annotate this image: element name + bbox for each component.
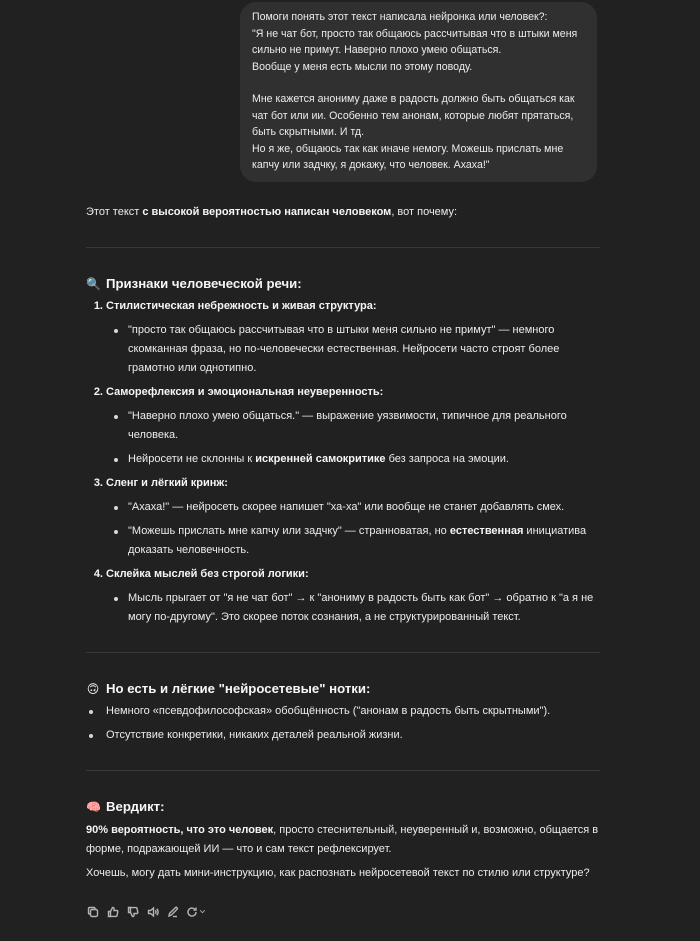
sub-list: [86, 498, 600, 560]
user-message-line: Мне кажется анониму даже в радость должно быть общаться как: [252, 93, 575, 105]
user-message-line: Помоги понять этот текст написала нейронка или человек?:: [252, 11, 548, 23]
magnifier-icon: 🔍: [86, 276, 101, 291]
section-heading-human-signs: 🔍 Признаки человеческой речи:: [86, 276, 302, 291]
copy-icon[interactable]: [86, 905, 99, 918]
sub-list: [86, 407, 600, 469]
section-heading-ai-notes: 🙃 Но есть и лёгкие "нейросетевые" нотки:: [86, 681, 371, 696]
list-item: 2. Саморефлексия и эмоциональная неуверенность:: [93, 386, 384, 398]
divider: [86, 247, 600, 248]
user-message-line: сильно не примут. Наверно плохо умею общаться.: [252, 44, 502, 56]
list-item: Мысль прыгает от "я не чат бот" → к "анониму в радость быть как бот" → обратно к "а я не могу по-другому". Это скорее поток сознания, а не структурированный текст.: [86, 589, 600, 627]
list-item: Нейросети не склонны к искренней самокритике без запроса на эмоции.: [86, 450, 600, 469]
user-message-line: Но я же, общаюсь так как иначе немогу. Можешь прислать мне: [252, 142, 564, 155]
list-item: "Наверно плохо умею общаться." — выражение уязвимости, типичное для реального человека.: [86, 407, 600, 445]
list-item: "Ахаха!" — нейросеть скорее напишет "ха-ха" или вообще не станет добавлять смех.: [86, 498, 600, 517]
list-item: 3. Сленг и лёгкий кринж:: [93, 477, 228, 489]
list-item: 4. Склейка мыслей без строгой логики:: [93, 568, 309, 580]
message-actions: [86, 905, 206, 918]
followup-question: Хочешь, могу дать мини-инструкцию, как распознать нейросетевой текст по стилю или структуре?: [86, 867, 590, 879]
list-item: "просто так общаюсь рассчитывая что в штыки меня сильно не примут" — немного скомканная фраза, но по-человечески естественная. Нейросети часто строят более грамотно или однотипно.: [86, 321, 600, 378]
edit-icon[interactable]: [166, 905, 179, 918]
user-message-line: быть скрытными. И тд.: [252, 126, 365, 138]
verdict-text: 90% вероятность, что это человек, просто стеснительный, неуверенный и, возможно, общается в форме, подражающей ИИ — что и сам текст рефлексирует.: [86, 824, 599, 855]
upside-down-face-icon: 🙃: [86, 681, 100, 696]
sub-list: [86, 321, 600, 378]
section-heading-verdict: 🧠 Вердикт:: [86, 799, 165, 814]
thumbs-up-icon[interactable]: [106, 905, 119, 918]
thumbs-down-icon[interactable]: [126, 905, 139, 918]
list-item: 1. Стилистическая небрежность и живая структура:: [93, 300, 377, 312]
list-item: "Можешь прислать мне капчу или задчку" — странноватая, но естественная инициатива доказать человечность.: [86, 522, 600, 560]
user-message-line: "Я не чат бот, просто так общаюсь рассчитывая что в штыки меня: [252, 27, 578, 40]
list-item: Немного «псевдофилософская» обобщённость ("анонам в радость быть скрытными").: [86, 702, 600, 721]
sub-list: [86, 589, 600, 627]
brain-icon: 🧠: [86, 799, 101, 814]
regenerate-icon[interactable]: [186, 905, 206, 918]
divider: [86, 652, 600, 653]
user-message-line: капчу или задчку, я докажу, что человек. Ахаха!": [252, 159, 490, 171]
speaker-icon[interactable]: [146, 905, 159, 918]
divider: [86, 770, 600, 771]
user-message-line: Вообще у меня есть мысли по этому поводу.: [252, 60, 473, 73]
list-item: Отсутствие конкретики, никаких деталей реальной жизни.: [86, 726, 600, 745]
ai-notes-list: [86, 702, 600, 745]
user-message-bubble: [240, 2, 597, 182]
response-intro: Этот текст с высокой вероятностью написан человеком, вот почему:: [86, 206, 458, 218]
human-signs-list: [86, 297, 600, 627]
user-message-line: чат бот или ии. Особенно тем анонам, которые любят прятаться,: [252, 109, 574, 122]
assistant-response: [86, 203, 600, 883]
